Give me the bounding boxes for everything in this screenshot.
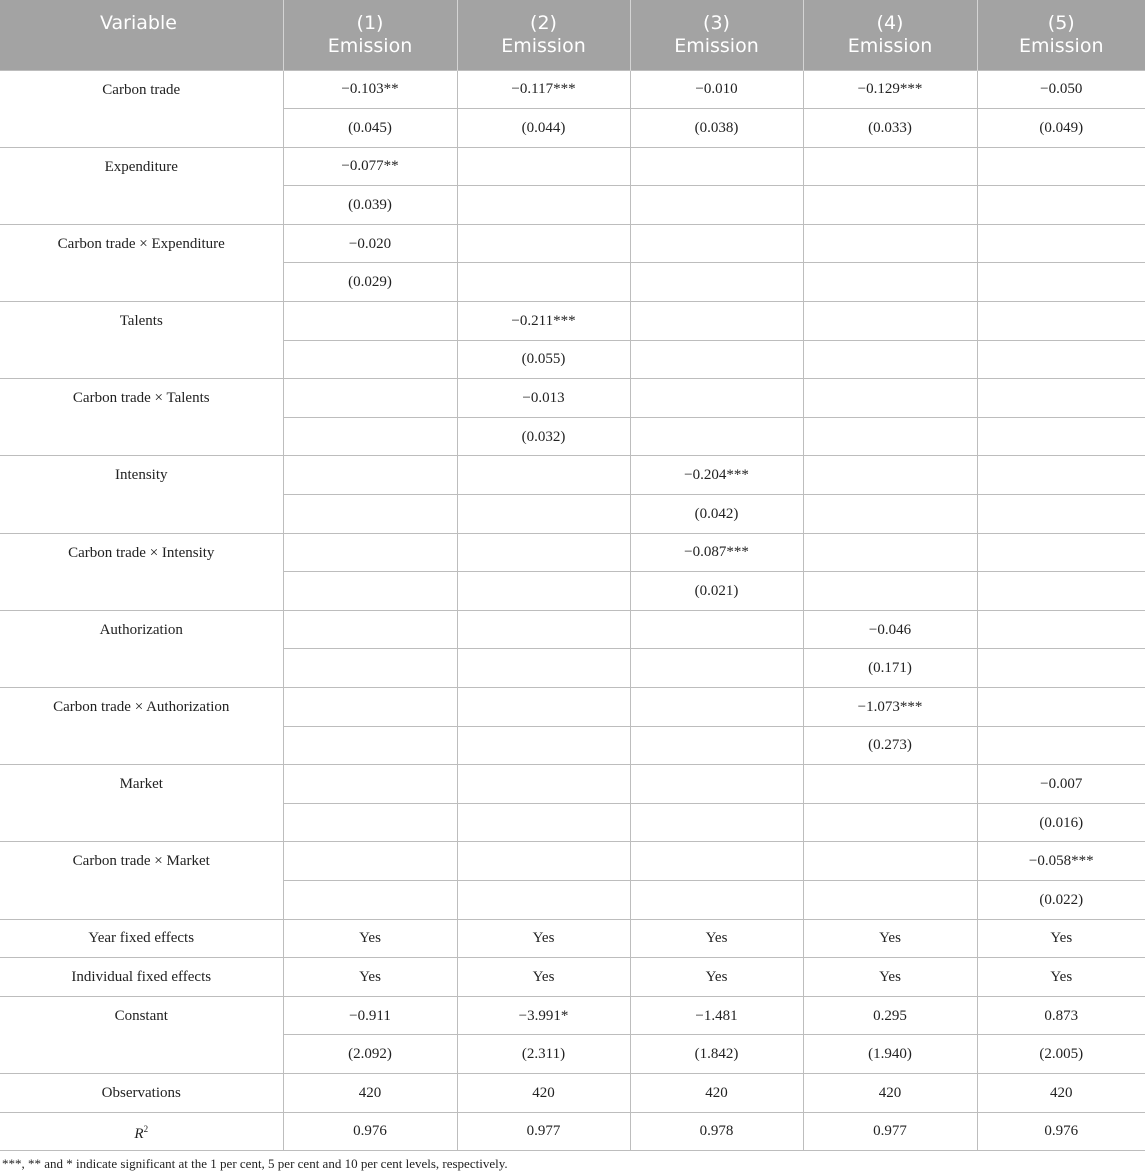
- coefficient-cell: [457, 765, 630, 804]
- coefficient-cell: 0.873: [977, 996, 1145, 1035]
- r-squared-cell: 0.976: [283, 1112, 457, 1151]
- coefficient-cell: [283, 379, 457, 418]
- standard-error-cell: [630, 186, 803, 225]
- standard-error-cell: [803, 803, 977, 842]
- coefficient-cell: [803, 379, 977, 418]
- coefficient-cell: [283, 533, 457, 572]
- header-col-1: [283, 0, 457, 70]
- coefficient-cell: −0.211***: [457, 302, 630, 341]
- standard-error-cell: (2.311): [457, 1035, 630, 1074]
- standard-error-cell: [457, 572, 630, 611]
- standard-error-cell: [803, 186, 977, 225]
- row-label-individual-fe: Individual fixed effects: [0, 958, 283, 997]
- observations-cell: 420: [977, 1073, 1145, 1112]
- coefficient-cell: −0.046: [803, 610, 977, 649]
- standard-error-cell: [977, 649, 1145, 688]
- table-row: [0, 765, 1145, 804]
- r-squared-cell: 0.977: [803, 1112, 977, 1151]
- standard-error-cell: [630, 880, 803, 919]
- row-label: Authorization: [0, 610, 283, 687]
- row-label: Carbon trade × Market: [0, 842, 283, 919]
- fixed-effect-cell: Yes: [977, 919, 1145, 958]
- table-body: [0, 70, 1145, 1151]
- coefficient-cell: [283, 610, 457, 649]
- fixed-effect-cell: Yes: [630, 958, 803, 997]
- coefficient-cell: [457, 688, 630, 727]
- header-col-4: [803, 0, 977, 70]
- header-col-num: (1): [356, 12, 384, 34]
- coefficient-cell: −0.007: [977, 765, 1145, 804]
- standard-error-cell: [803, 340, 977, 379]
- standard-error-cell: [457, 263, 630, 302]
- row-label-year-fe: Year fixed effects: [0, 919, 283, 958]
- standard-error-cell: [803, 880, 977, 919]
- coefficient-cell: [630, 147, 803, 186]
- coefficient-cell: −1.481: [630, 996, 803, 1035]
- coefficient-cell: [977, 224, 1145, 263]
- coefficient-cell: −0.010: [630, 70, 803, 109]
- standard-error-cell: (0.032): [457, 417, 630, 456]
- coefficient-cell: [803, 456, 977, 495]
- table-row: [0, 1112, 1145, 1151]
- header-variable: Variable: [0, 0, 283, 70]
- coefficient-cell: [457, 456, 630, 495]
- standard-error-cell: [977, 340, 1145, 379]
- standard-error-cell: (0.029): [283, 263, 457, 302]
- coefficient-cell: [630, 302, 803, 341]
- standard-error-cell: [630, 726, 803, 765]
- fixed-effect-cell: Yes: [803, 958, 977, 997]
- row-label: Intensity: [0, 456, 283, 533]
- table-row: [0, 919, 1145, 958]
- r-squared-cell: 0.977: [457, 1112, 630, 1151]
- coefficient-cell: [457, 224, 630, 263]
- standard-error-cell: (0.171): [803, 649, 977, 688]
- coefficient-cell: [803, 302, 977, 341]
- coefficient-cell: [977, 610, 1145, 649]
- table-row: [0, 958, 1145, 997]
- row-label: Carbon trade × Expenditure: [0, 224, 283, 301]
- table-row: [0, 147, 1145, 186]
- coefficient-cell: [457, 533, 630, 572]
- standard-error-cell: [803, 263, 977, 302]
- standard-error-cell: [283, 649, 457, 688]
- standard-error-cell: [457, 495, 630, 534]
- coefficient-cell: [283, 765, 457, 804]
- standard-error-cell: [457, 186, 630, 225]
- coefficient-cell: [803, 765, 977, 804]
- standard-error-cell: (2.092): [283, 1035, 457, 1074]
- standard-error-cell: [630, 340, 803, 379]
- coefficient-cell: 0.295: [803, 996, 977, 1035]
- coefficient-cell: [283, 302, 457, 341]
- standard-error-cell: [630, 649, 803, 688]
- coefficient-cell: −1.073***: [803, 688, 977, 727]
- table-row: [0, 533, 1145, 572]
- table-row: [0, 224, 1145, 263]
- row-label: Carbon trade: [0, 70, 283, 147]
- coefficient-cell: −0.020: [283, 224, 457, 263]
- fixed-effect-cell: Yes: [283, 919, 457, 958]
- coefficient-cell: [457, 842, 630, 881]
- observations-cell: 420: [803, 1073, 977, 1112]
- table-row: [0, 842, 1145, 881]
- observations-cell: 420: [283, 1073, 457, 1112]
- coefficient-cell: [977, 533, 1145, 572]
- coefficient-cell: −0.129***: [803, 70, 977, 109]
- row-label: Market: [0, 765, 283, 842]
- coefficient-cell: −0.058***: [977, 842, 1145, 881]
- header-col-num: (2): [530, 12, 557, 34]
- table-row: [0, 688, 1145, 727]
- header-col-dep: Emission: [327, 35, 413, 57]
- standard-error-cell: [977, 263, 1145, 302]
- standard-error-cell: [457, 726, 630, 765]
- coefficient-cell: [630, 765, 803, 804]
- coefficient-cell: [803, 842, 977, 881]
- row-label: Carbon trade × Talents: [0, 379, 283, 456]
- header-col-3: [630, 0, 803, 70]
- observations-cell: 420: [457, 1073, 630, 1112]
- standard-error-cell: [283, 880, 457, 919]
- table-row: [0, 379, 1145, 418]
- header-col-5: [977, 0, 1145, 70]
- standard-error-cell: [977, 417, 1145, 456]
- coefficient-cell: [977, 688, 1145, 727]
- coefficient-cell: [803, 224, 977, 263]
- standard-error-cell: (0.038): [630, 109, 803, 148]
- standard-error-cell: [283, 572, 457, 611]
- observations-cell: 420: [630, 1073, 803, 1112]
- row-label: Talents: [0, 302, 283, 379]
- standard-error-cell: (0.022): [977, 880, 1145, 919]
- coefficient-cell: [977, 147, 1145, 186]
- coefficient-cell: −3.991*: [457, 996, 630, 1035]
- coefficient-cell: [457, 147, 630, 186]
- standard-error-cell: (0.055): [457, 340, 630, 379]
- coefficient-cell: [283, 688, 457, 727]
- coefficient-cell: [630, 842, 803, 881]
- standard-error-cell: [630, 263, 803, 302]
- coefficient-cell: [977, 302, 1145, 341]
- row-label: Carbon trade × Intensity: [0, 533, 283, 610]
- standard-error-cell: [457, 649, 630, 688]
- fixed-effect-cell: Yes: [630, 919, 803, 958]
- fixed-effect-cell: Yes: [977, 958, 1145, 997]
- r-squared-symbol: [134, 1123, 149, 1142]
- header-col-dep: Emission: [674, 35, 759, 57]
- standard-error-cell: (0.045): [283, 109, 457, 148]
- header-row: [0, 0, 1145, 70]
- standard-error-cell: (0.049): [977, 109, 1145, 148]
- header-col-dep: Emission: [847, 35, 933, 57]
- standard-error-cell: [977, 186, 1145, 225]
- standard-error-cell: [630, 803, 803, 842]
- standard-error-cell: (0.044): [457, 109, 630, 148]
- coefficient-cell: [283, 456, 457, 495]
- standard-error-cell: (0.033): [803, 109, 977, 148]
- table-row: [0, 610, 1145, 649]
- table-row: [0, 302, 1145, 341]
- coefficient-cell: [457, 610, 630, 649]
- fixed-effect-cell: Yes: [457, 958, 630, 997]
- coefficient-cell: [630, 688, 803, 727]
- standard-error-cell: [283, 726, 457, 765]
- coefficient-cell: [977, 379, 1145, 418]
- standard-error-cell: [283, 803, 457, 842]
- standard-error-cell: [630, 417, 803, 456]
- coefficient-cell: [803, 533, 977, 572]
- header-col-dep: Emission: [1018, 35, 1104, 57]
- coefficient-cell: [630, 224, 803, 263]
- table-footnote: ***, ** and * indicate significant at the 1 per cent, 5 per cent and 10 per cent levels, respectively.: [2, 1156, 508, 1171]
- table-row: [0, 70, 1145, 109]
- fixed-effect-cell: Yes: [283, 958, 457, 997]
- fixed-effect-cell: Yes: [457, 919, 630, 958]
- coefficient-cell: −0.013: [457, 379, 630, 418]
- row-label: Carbon trade × Authorization: [0, 688, 283, 765]
- header-col-num: (5): [1047, 12, 1075, 34]
- table-row: [0, 456, 1145, 495]
- r-squared-cell: 0.976: [977, 1112, 1145, 1151]
- coefficient-cell: −0.087***: [630, 533, 803, 572]
- header-col-num: (4): [876, 12, 904, 34]
- coefficient-cell: [803, 147, 977, 186]
- standard-error-cell: [283, 340, 457, 379]
- standard-error-cell: [803, 495, 977, 534]
- standard-error-cell: [977, 572, 1145, 611]
- table-header: [0, 0, 1145, 70]
- standard-error-cell: (1.940): [803, 1035, 977, 1074]
- standard-error-cell: (0.039): [283, 186, 457, 225]
- standard-error-cell: (0.273): [803, 726, 977, 765]
- standard-error-cell: (0.016): [977, 803, 1145, 842]
- table-row: [0, 996, 1145, 1035]
- coefficient-cell: [283, 842, 457, 881]
- row-label-r-squared: [0, 1112, 283, 1151]
- standard-error-cell: (2.005): [977, 1035, 1145, 1074]
- coefficient-cell: −0.204***: [630, 456, 803, 495]
- r-squared-superscript: 2: [143, 1123, 149, 1134]
- row-label: Expenditure: [0, 147, 283, 224]
- row-label-constant: Constant: [0, 996, 283, 1073]
- standard-error-cell: (1.842): [630, 1035, 803, 1074]
- standard-error-cell: [977, 495, 1145, 534]
- r-squared-cell: 0.978: [630, 1112, 803, 1151]
- coefficient-cell: −0.911: [283, 996, 457, 1035]
- standard-error-cell: [977, 726, 1145, 765]
- standard-error-cell: (0.021): [630, 572, 803, 611]
- coefficient-cell: −0.077**: [283, 147, 457, 186]
- standard-error-cell: [803, 417, 977, 456]
- header-col-2: [457, 0, 630, 70]
- standard-error-cell: [283, 495, 457, 534]
- header-col-dep: Emission: [501, 35, 586, 57]
- standard-error-cell: [457, 880, 630, 919]
- coefficient-cell: −0.103**: [283, 70, 457, 109]
- coefficient-cell: [630, 610, 803, 649]
- coefficient-cell: [630, 379, 803, 418]
- standard-error-cell: [283, 417, 457, 456]
- coefficient-cell: −0.117***: [457, 70, 630, 109]
- header-col-num: (3): [703, 12, 730, 34]
- coefficient-cell: −0.050: [977, 70, 1145, 109]
- standard-error-cell: [457, 803, 630, 842]
- r-squared-base: R: [134, 1125, 144, 1142]
- table-row: [0, 1073, 1145, 1112]
- standard-error-cell: [803, 572, 977, 611]
- fixed-effect-cell: Yes: [803, 919, 977, 958]
- row-label-observations: Observations: [0, 1073, 283, 1112]
- coefficient-cell: [977, 456, 1145, 495]
- standard-error-cell: (0.042): [630, 495, 803, 534]
